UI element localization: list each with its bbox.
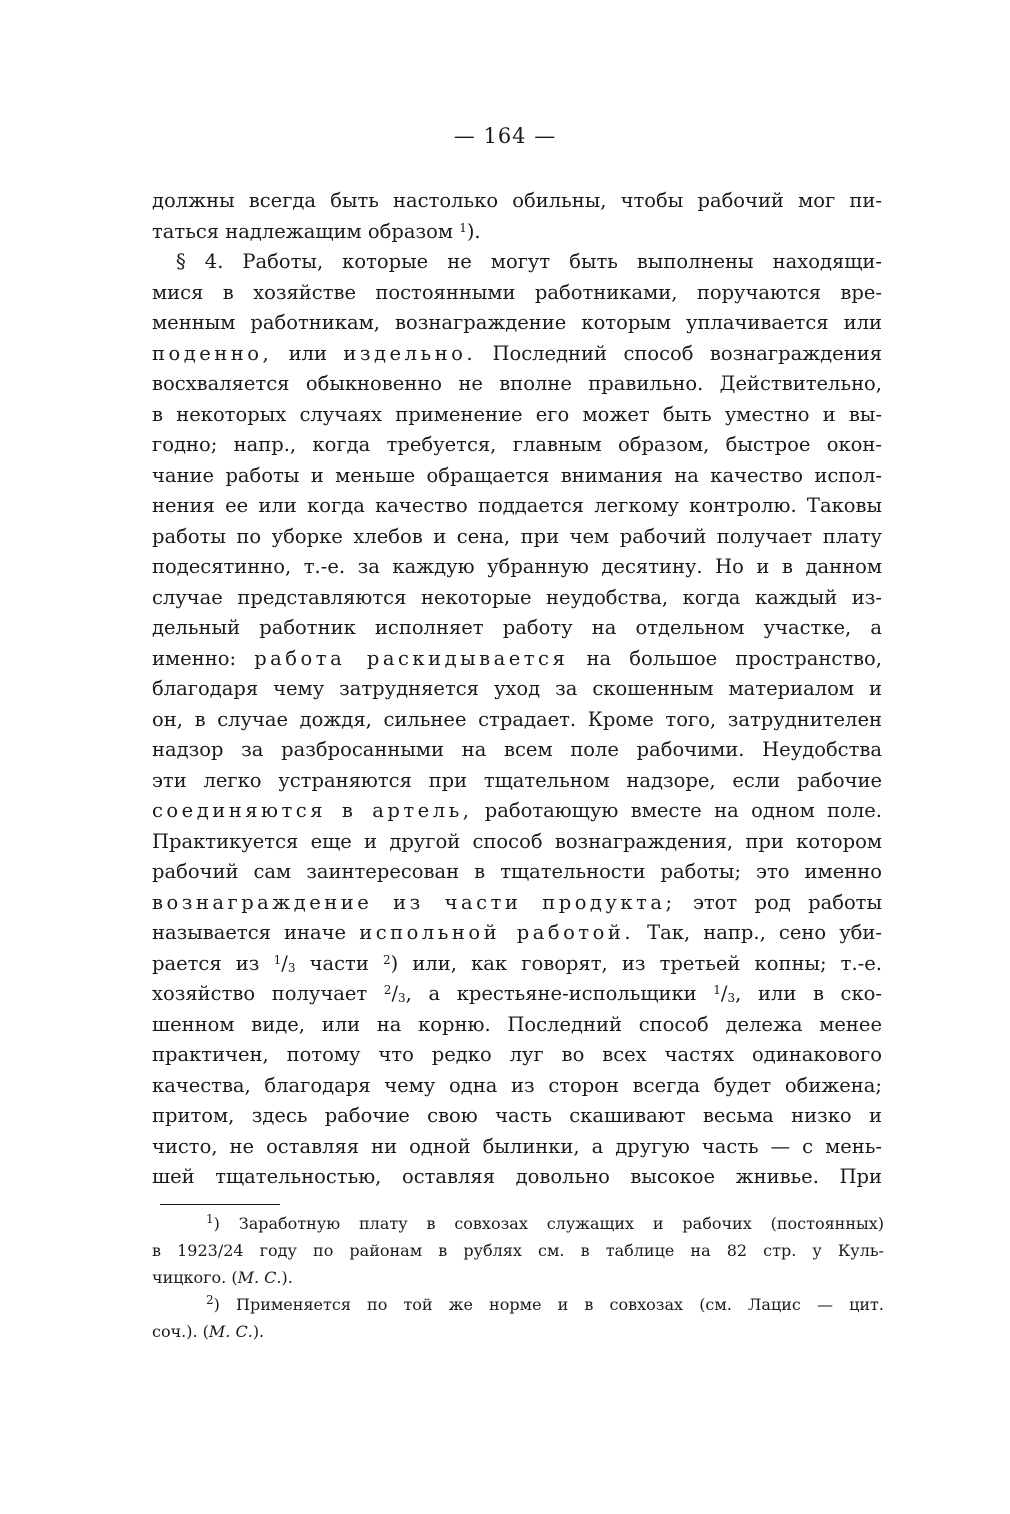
text-line: чание работы и меньше обращается внимания на качество испол-	[152, 463, 882, 487]
spaced-term: издельно.	[343, 341, 477, 365]
spaced-term: испольной работой.	[359, 921, 635, 944]
text-line: мися в хозяйстве постоянными работниками, поручаются вре-	[152, 280, 882, 304]
text-line: хозяйство получает $^2$/3, а крестьяне-испольщики $^1$/3, или в ско-	[152, 982, 882, 1005]
fraction-denominator: 3	[287, 960, 296, 975]
footnotes	[152, 1210, 884, 1345]
fraction-denominator: 3	[727, 991, 736, 1005]
text-line: именно: работа раскидывается на большое пространство,	[152, 646, 882, 670]
text-line: работы по уборке хлебов и сена, при чем рабочий получает плату	[152, 524, 882, 548]
text-line: эти легко устраняются при тщательном надзоре, если рабочие	[152, 768, 882, 792]
text-line: качества, благодаря чему одна из сторон всегда будет обижена;	[152, 1073, 882, 1097]
editor-initials: М. С.	[208, 1322, 253, 1341]
main-text	[152, 186, 882, 1193]
footnote-2: $^2$) Применяется по той же норме и в совхозах (см. Лацис — цит.	[206, 1293, 884, 1314]
footnote-ref-1: 1	[459, 220, 467, 235]
fraction-numerator: 1	[713, 983, 721, 997]
spaced-term: вознаграждение из части продукта;	[152, 890, 676, 914]
spaced-term: поденно,	[152, 341, 273, 365]
text-line: таться надлежащим образом $^1$).	[152, 219, 481, 243]
text-line: называется иначе испольной работой. Так, напр., сено уби-	[152, 921, 883, 944]
text-line: в некоторых случаях применение его может быть уместно и вы-	[152, 402, 882, 426]
footnote-mark-2: 2	[206, 1293, 214, 1307]
page-number: — 164 —	[453, 124, 557, 148]
text-line: благодаря чему затрудняется уход за скошенным материалом и	[152, 677, 882, 700]
text-line: надзор за разбросанными на всем поле рабочими. Неудобства	[152, 738, 882, 761]
text-line: рабочий сам заинтересован в тщательности работы; это именно	[152, 860, 882, 883]
text-line: соединяются в артель, работающую вместе на одном поле.	[152, 799, 882, 822]
footnote-ref-2: 2	[382, 952, 391, 967]
spaced-term: соединяются в артель,	[152, 799, 473, 822]
paragraph-start: § 4. Работы, которые не могут быть выполнены находящи-	[176, 250, 882, 273]
text-line: шенном виде, или на корню. Последний способ дележа менее	[152, 1012, 882, 1036]
text-line: нения ее или когда качество поддается легкому контролю. Таковы	[152, 494, 882, 517]
text-line: шей тщательностью, оставляя довольно высокое жнивье. При	[152, 1165, 882, 1188]
text-line: Практикуется еще и другой способ вознаграждения, при котором	[152, 829, 882, 853]
text-line: он, в случае дождя, сильнее страдает. Кроме того, затруднителен	[152, 707, 882, 731]
footnote-mark-1: 1	[206, 1212, 214, 1226]
spaced-term: работа раскидывается	[254, 646, 569, 670]
text-line: вознаграждение из части продукта; этот род работы	[152, 890, 882, 914]
text-line: подесятинно, т.-е. за каждую убранную десятину. Но и в данном	[152, 555, 882, 578]
text-line: поденно, или издельно. Последний способ вознаграждения	[152, 341, 883, 365]
text-line: годно; напр., когда требуется, главным образом, быстрое окон-	[152, 433, 882, 456]
text-line: рается из $^1$/3 части $^2$) или, как говорят, из третьей копны; т.-е.	[152, 951, 882, 975]
fraction-denominator: 3	[398, 991, 406, 1005]
text-line: чисто, не оставляя ни одной былинки, а другую часть — с мень-	[152, 1134, 882, 1158]
footnote-1: $^1$) Заработную плату в совхозах служащих и рабочих (постоянных)	[206, 1212, 884, 1233]
footnote-divider	[160, 1204, 280, 1205]
text-line: менным работникам, вознаграждение которым уплачивается или	[152, 311, 882, 334]
fraction-numerator: 1	[273, 952, 282, 967]
footnote-1-line: в 1923/24 году по районам в рублях см. в таблице на 82 стр. у Куль-	[152, 1241, 884, 1260]
text-line: восхваляется обыкновенно не вполне правильно. Действительно,	[152, 372, 882, 395]
text-line: практичен, потому что редко луг во всех частях одинакового	[152, 1043, 882, 1066]
footnote-1-line: чицкого. (М. С.).	[152, 1268, 293, 1287]
text-line: дельный работник исполняет работу на отдельном участке, а	[152, 616, 882, 639]
footnote-2-line: соч.). (М. С.).	[152, 1322, 265, 1341]
fraction-numerator: 2	[383, 983, 392, 997]
editor-initials: М. С.	[237, 1268, 282, 1287]
text-line: притом, здесь рабочие свою часть скашивают весьма низко и	[152, 1104, 882, 1127]
text-line: случае представляются некоторые неудобства, когда каждый из-	[152, 585, 882, 609]
text-line: должны всегда быть настолько обильны, чтобы рабочий мог пи-	[152, 189, 882, 212]
